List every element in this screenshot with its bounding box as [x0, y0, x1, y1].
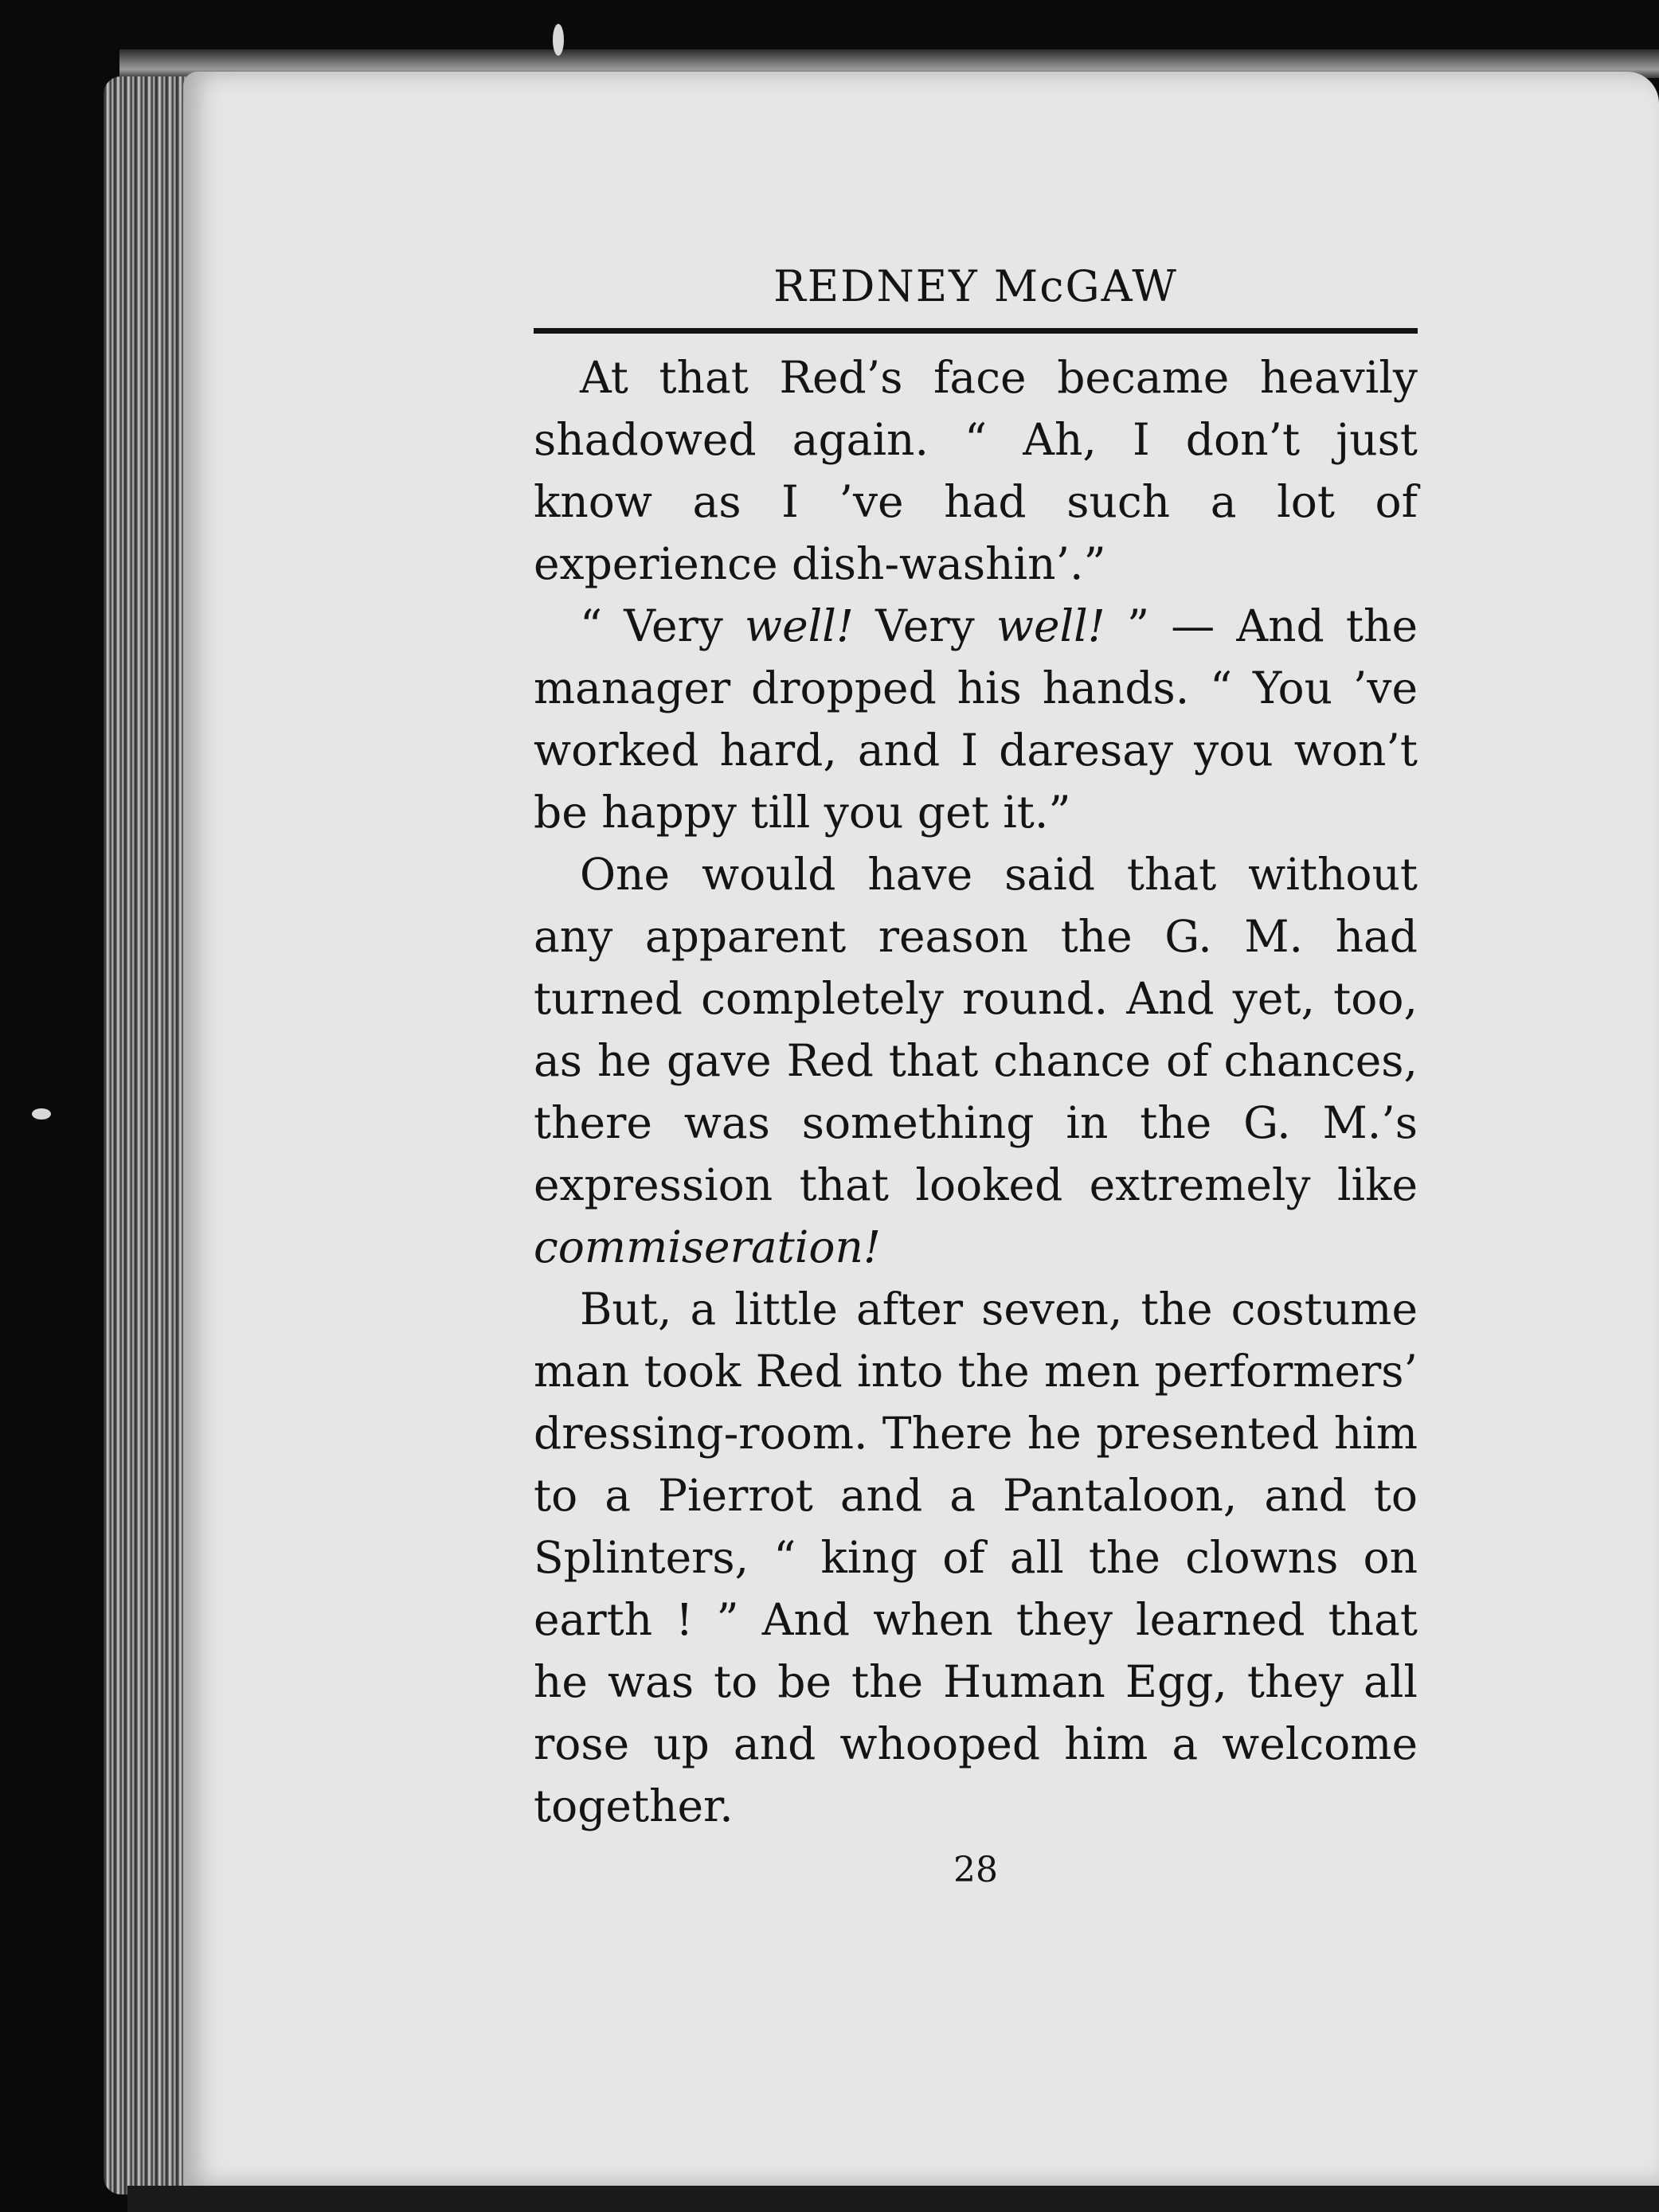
scan-speck [32, 1108, 51, 1120]
paragraph-1 [534, 346, 1418, 595]
running-head: REDNEY McGAW [773, 261, 1178, 311]
italic-emphasis: commiseration! [534, 1221, 881, 1272]
paragraph-text: One would have said that without any apparent reason the G. M. had turned completely round. And yet, too, as he gave Red that chance of chances, there was something in the G. M.’s expression that looked extremely like [534, 849, 1418, 1210]
paragraph-3 [534, 843, 1418, 1278]
paragraph-text: But, a little after seven, the costume man took Red into the men performers’ dressing-room. There he presented him to a Pierrot and a Pantaloon, and to Splinters, “ king of all the clowns on earth ! ” And when they learned that he was to be the Human Egg, they all rose up and whooped him a welcome together. [534, 1284, 1418, 1831]
paragraph-2 [534, 595, 1418, 843]
scan-speck [553, 24, 564, 56]
header-rule [534, 328, 1418, 334]
paragraph-text: Very [853, 600, 996, 651]
page-number: 28 [953, 1850, 998, 1890]
paragraph-text: “ Very [580, 600, 745, 651]
paragraph-text: ” — And the manager dropped his hands. “ You ’ve worked hard, and I daresay you won’t be happy till you get it.” [534, 600, 1418, 838]
italic-emphasis: well! [996, 600, 1105, 651]
text-block [534, 255, 1418, 1894]
book-bottom-edge [127, 2186, 1659, 2212]
italic-emphasis: well! [745, 600, 854, 651]
paragraph-4 [534, 1278, 1418, 1837]
paragraph-text: At that Red’s face became heavily shadowed again. “ Ah, I don’t just know as I ’ve had such a lot of experience dish-washin’.” [534, 352, 1418, 589]
